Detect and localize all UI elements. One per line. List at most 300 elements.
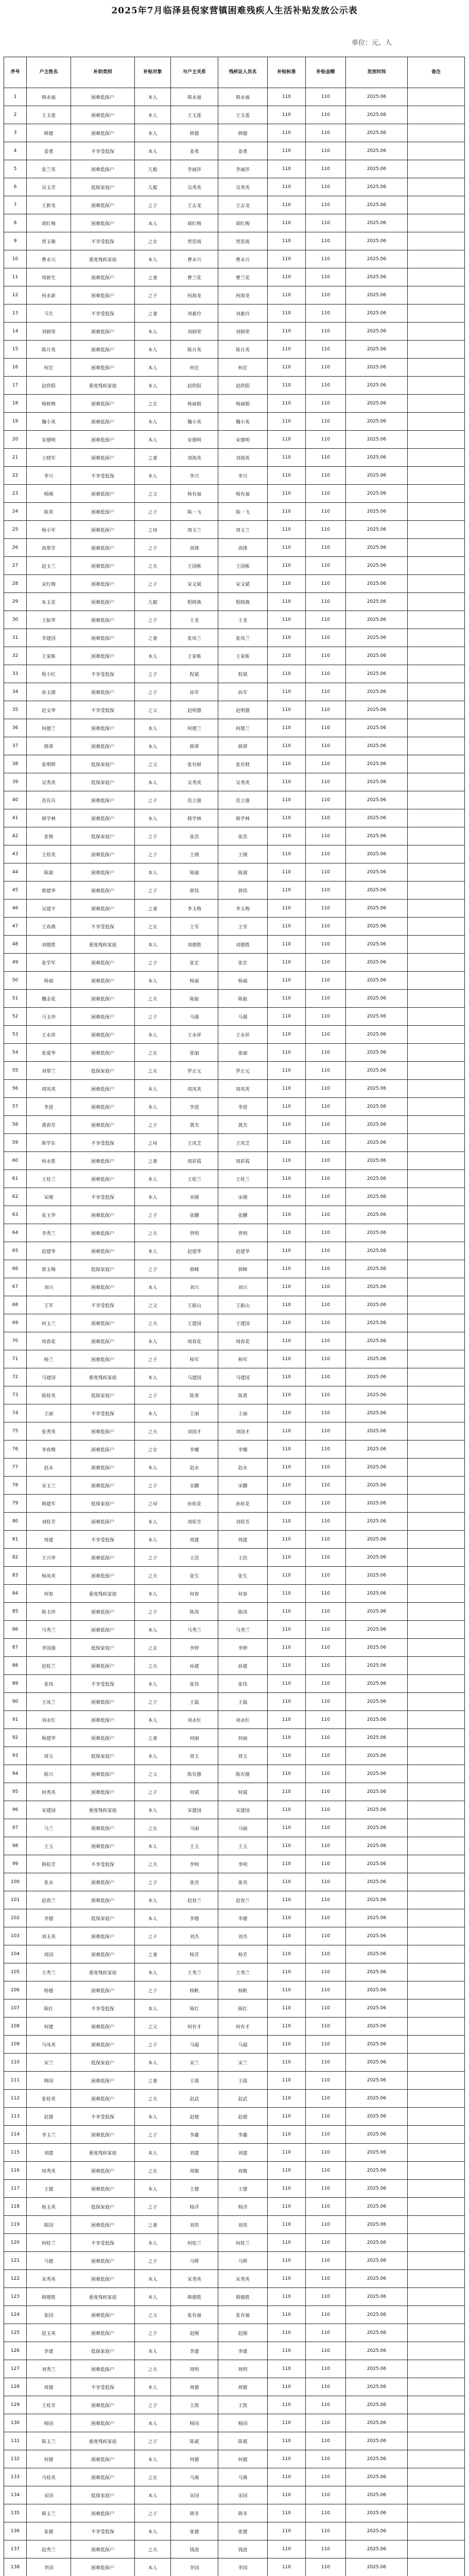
cell-target: 之夫 bbox=[135, 2360, 171, 2378]
cell-amount: 110 bbox=[306, 2090, 346, 2108]
cell-no: 112 bbox=[4, 2090, 27, 2108]
cell-person: 王永祥 bbox=[218, 1026, 268, 1044]
cell-date: 2025.06 bbox=[346, 1350, 408, 1368]
cell-relation: 何桂兰 bbox=[171, 2234, 218, 2252]
cell-amount: 110 bbox=[306, 1513, 346, 1531]
cell-no: 83 bbox=[4, 1567, 27, 1585]
cell-householder: 王凤兰 bbox=[27, 1693, 71, 1711]
cell-category: 困难低保户 bbox=[71, 1044, 135, 1062]
cell-relation: 张浩 bbox=[171, 827, 218, 845]
table-row bbox=[4, 1855, 465, 1873]
cell-standard: 110 bbox=[268, 918, 306, 936]
cell-category: 低保家庭户 bbox=[71, 827, 135, 845]
cell-target: 本人 bbox=[135, 1278, 171, 1296]
cell-standard: 110 bbox=[268, 2378, 306, 2396]
cell-relation: 张丽 bbox=[171, 1044, 218, 1062]
cell-householder: 何秀英 bbox=[27, 1783, 71, 1801]
cell-relation: 马强 bbox=[171, 1008, 218, 1026]
cell-category: 困难低保户 bbox=[71, 1440, 135, 1459]
cell-householder: 何宏 bbox=[27, 359, 71, 377]
cell-category: 困难低保户 bbox=[71, 1206, 135, 1224]
cell-remark bbox=[408, 2342, 465, 2360]
table-row bbox=[4, 1513, 465, 1531]
cell-remark bbox=[408, 701, 465, 719]
cell-householder: 杨德 bbox=[27, 1981, 71, 1999]
cell-remark bbox=[408, 1945, 465, 1963]
cell-date: 2025.06 bbox=[346, 936, 408, 954]
cell-standard: 110 bbox=[268, 323, 306, 341]
cell-no: 18 bbox=[4, 395, 27, 413]
cell-no: 69 bbox=[4, 1314, 27, 1332]
cell-no: 79 bbox=[4, 1495, 27, 1513]
cell-category: 不享受低保 bbox=[71, 1531, 135, 1549]
cell-standard: 110 bbox=[268, 1729, 306, 1747]
table-row bbox=[4, 719, 465, 737]
cell-person: 张宏 bbox=[218, 954, 268, 972]
cell-amount: 110 bbox=[306, 1819, 346, 1837]
cell-category: 困难低保户 bbox=[71, 1224, 135, 1242]
cell-amount: 110 bbox=[306, 2252, 346, 2270]
cell-remark bbox=[408, 485, 465, 503]
cell-amount: 110 bbox=[306, 827, 346, 845]
cell-no: 42 bbox=[4, 827, 27, 845]
cell-date: 2025.06 bbox=[346, 1404, 408, 1422]
cell-standard: 110 bbox=[268, 2072, 306, 2090]
cell-target: 之子 bbox=[135, 1927, 171, 1945]
cell-amount: 110 bbox=[306, 1963, 346, 1981]
table-row bbox=[4, 2522, 465, 2540]
cell-no: 16 bbox=[4, 359, 27, 377]
cell-category: 困难低保户 bbox=[71, 629, 135, 647]
cell-no: 86 bbox=[4, 1621, 27, 1639]
cell-standard: 110 bbox=[268, 485, 306, 503]
table-row bbox=[4, 1837, 465, 1855]
cell-standard: 110 bbox=[268, 1963, 306, 1981]
cell-target: 之子 bbox=[135, 2198, 171, 2216]
cell-relation: 宋文斌 bbox=[171, 575, 218, 593]
table-row bbox=[4, 359, 465, 377]
cell-householder: 张兰英 bbox=[27, 160, 71, 178]
cell-date: 2025.06 bbox=[346, 431, 408, 449]
cell-target: 之妻 bbox=[135, 449, 171, 467]
table-row bbox=[4, 2414, 465, 2432]
cell-category: 重度残疾家庭 bbox=[71, 1368, 135, 1386]
cell-remark bbox=[408, 1981, 465, 1999]
cell-category: 困难低保户 bbox=[71, 1080, 135, 1098]
cell-amount: 110 bbox=[306, 1945, 346, 1963]
cell-amount: 110 bbox=[306, 954, 346, 972]
cell-relation: 周德 bbox=[171, 2378, 218, 2396]
cell-no: 5 bbox=[4, 160, 27, 178]
cell-category: 重度残疾家庭 bbox=[71, 2144, 135, 2162]
table-row bbox=[4, 1350, 465, 1368]
cell-no: 122 bbox=[4, 2270, 27, 2288]
cell-relation: 马建国 bbox=[171, 1368, 218, 1386]
cell-target: 本人 bbox=[135, 1513, 171, 1531]
cell-amount: 110 bbox=[306, 1080, 346, 1098]
cell-relation: 何宏 bbox=[171, 359, 218, 377]
cell-householder: 陈国 bbox=[27, 2216, 71, 2234]
cell-no: 105 bbox=[4, 1963, 27, 1981]
cell-date: 2025.06 bbox=[346, 1206, 408, 1224]
cell-target: 本人 bbox=[135, 1747, 171, 1765]
cell-person: 王刚 bbox=[218, 845, 268, 863]
cell-category: 困难低保户 bbox=[71, 2306, 135, 2324]
cell-standard: 110 bbox=[268, 1477, 306, 1495]
cell-standard: 110 bbox=[268, 575, 306, 593]
table-row bbox=[4, 2234, 465, 2252]
cell-amount: 110 bbox=[306, 863, 346, 882]
cell-category: 困难低保户 bbox=[71, 2396, 135, 2414]
cell-no: 132 bbox=[4, 2450, 27, 2468]
table-row bbox=[4, 1206, 465, 1224]
cell-householder: 马兰 bbox=[27, 1819, 71, 1837]
cell-remark bbox=[408, 936, 465, 954]
cell-remark bbox=[408, 2090, 465, 2108]
cell-no: 68 bbox=[4, 1296, 27, 1314]
cell-category: 困难低保户 bbox=[71, 1891, 135, 1909]
cell-no: 32 bbox=[4, 647, 27, 665]
cell-amount: 110 bbox=[306, 2234, 346, 2252]
cell-standard: 110 bbox=[268, 1981, 306, 1999]
cell-no: 17 bbox=[4, 377, 27, 395]
cell-category: 困难低保户 bbox=[71, 1116, 135, 1134]
cell-target: 之子 bbox=[135, 2396, 171, 2414]
cell-amount: 110 bbox=[306, 611, 346, 629]
cell-target: 之子 bbox=[135, 503, 171, 521]
cell-no: 97 bbox=[4, 1819, 27, 1837]
cell-person: 韩冬 bbox=[218, 2504, 268, 2522]
cell-householder: 马建国 bbox=[27, 1368, 71, 1386]
cell-no: 90 bbox=[4, 1693, 27, 1711]
cell-amount: 110 bbox=[306, 809, 346, 827]
cell-target: 本人 bbox=[135, 809, 171, 827]
cell-standard: 110 bbox=[268, 2432, 306, 2450]
cell-amount: 110 bbox=[306, 1404, 346, 1422]
cell-person: 郭峰 bbox=[218, 1260, 268, 1278]
table-row bbox=[4, 936, 465, 954]
cell-person: 高锋 bbox=[218, 539, 268, 557]
cell-remark bbox=[408, 827, 465, 845]
cell-date: 2025.06 bbox=[346, 124, 408, 142]
cell-category: 困难低保户 bbox=[71, 900, 135, 918]
cell-relation: 李进 bbox=[171, 1098, 218, 1116]
cell-person: 张鹏 bbox=[218, 1206, 268, 1224]
cell-date: 2025.06 bbox=[346, 1044, 408, 1062]
table-row bbox=[4, 918, 465, 936]
cell-no: 72 bbox=[4, 1368, 27, 1386]
table-row bbox=[4, 413, 465, 431]
cell-relation: 魏小英 bbox=[171, 413, 218, 431]
cell-no: 60 bbox=[4, 1152, 27, 1170]
cell-remark bbox=[408, 1513, 465, 1531]
cell-standard: 110 bbox=[268, 1098, 306, 1116]
cell-target: 之夫 bbox=[135, 557, 171, 575]
cell-target: 本人 bbox=[135, 323, 171, 341]
cell-target: 本人 bbox=[135, 341, 171, 359]
cell-householder: 郭玉梅 bbox=[27, 1260, 71, 1278]
cell-standard: 110 bbox=[268, 2468, 306, 2486]
cell-category: 困难低保户 bbox=[71, 503, 135, 521]
cell-householder: 孙玉德 bbox=[27, 683, 71, 701]
cell-standard: 110 bbox=[268, 2486, 306, 2504]
cell-no: 30 bbox=[4, 611, 27, 629]
cell-relation: 宋鹏 bbox=[171, 1477, 218, 1495]
cell-standard: 110 bbox=[268, 1891, 306, 1909]
cell-remark bbox=[408, 1549, 465, 1567]
cell-date: 2025.06 bbox=[346, 1873, 408, 1891]
cell-person: 王丽 bbox=[218, 1404, 268, 1422]
cell-relation: 刘建 bbox=[171, 2144, 218, 2162]
cell-target: 本人 bbox=[135, 377, 171, 395]
unit-label: 单位：元、人 bbox=[351, 39, 392, 47]
cell-householder: 刘兴 bbox=[27, 1278, 71, 1296]
cell-householder: 杨国 bbox=[27, 2414, 71, 2432]
cell-remark bbox=[408, 809, 465, 827]
cell-person: 刘德胜 bbox=[218, 936, 268, 954]
cell-relation: 陈涛 bbox=[171, 1603, 218, 1621]
cell-date: 2025.06 bbox=[346, 1134, 408, 1152]
cell-no: 58 bbox=[4, 1116, 27, 1134]
cell-no: 28 bbox=[4, 575, 27, 593]
cell-no: 128 bbox=[4, 2378, 27, 2396]
cell-category: 低保家庭户 bbox=[71, 773, 135, 791]
cell-person: 周明 bbox=[218, 2360, 268, 2378]
cell-no: 3 bbox=[4, 124, 27, 142]
cell-no: 7 bbox=[4, 196, 27, 214]
cell-target: 本人 bbox=[135, 1801, 171, 1819]
cell-amount: 110 bbox=[306, 521, 346, 539]
cell-target: 之妻 bbox=[135, 900, 171, 918]
cell-remark bbox=[408, 1837, 465, 1855]
cell-target: 之父 bbox=[135, 2018, 171, 2036]
cell-householder: 杨福 bbox=[27, 972, 71, 990]
cell-target: 本人 bbox=[135, 1711, 171, 1729]
cell-category: 困难低保户 bbox=[71, 2468, 135, 2486]
cell-no: 130 bbox=[4, 2414, 27, 2432]
cell-date: 2025.06 bbox=[346, 1927, 408, 1945]
table-row bbox=[4, 1296, 465, 1314]
cell-category: 困难低保户 bbox=[71, 1981, 135, 1999]
cell-amount: 110 bbox=[306, 791, 346, 809]
cell-category: 困难低保户 bbox=[71, 845, 135, 863]
cell-householder: 赵永 bbox=[27, 1459, 71, 1477]
cell-date: 2025.06 bbox=[346, 1999, 408, 2018]
cell-householder: 马凤英 bbox=[27, 2036, 71, 2054]
cell-householder: 王玉 bbox=[27, 1837, 71, 1855]
cell-amount: 110 bbox=[306, 683, 346, 701]
cell-householder: 吴建平 bbox=[27, 900, 71, 918]
cell-householder: 杨兰 bbox=[27, 1350, 71, 1368]
cell-category: 困难低保户 bbox=[71, 1945, 135, 1963]
cell-date: 2025.06 bbox=[346, 395, 408, 413]
cell-householder: 张秀英 bbox=[27, 1422, 71, 1440]
cell-category: 困难低保户 bbox=[71, 2324, 135, 2342]
cell-no: 111 bbox=[4, 2072, 27, 2090]
cell-category: 困难低保户 bbox=[71, 1765, 135, 1783]
cell-householder: 吴玉芳 bbox=[27, 178, 71, 196]
cell-person: 杨军 bbox=[218, 1350, 268, 1368]
table-row bbox=[4, 1386, 465, 1404]
cell-remark bbox=[408, 1891, 465, 1909]
cell-amount: 110 bbox=[306, 629, 346, 647]
cell-category: 困难低保户 bbox=[71, 1098, 135, 1116]
cell-no: 125 bbox=[4, 2324, 27, 2342]
cell-relation: 陈振 bbox=[171, 990, 218, 1008]
cell-no: 91 bbox=[4, 1711, 27, 1729]
cell-standard: 110 bbox=[268, 2558, 306, 2576]
cell-category: 困难低保户 bbox=[71, 1350, 135, 1368]
cell-person: 王龙 bbox=[218, 611, 268, 629]
cell-relation: 王雪 bbox=[171, 918, 218, 936]
cell-relation: 宋德明 bbox=[171, 431, 218, 449]
cell-householder: 王德 bbox=[27, 2180, 71, 2198]
cell-no: 137 bbox=[4, 2540, 27, 2558]
cell-relation: 陈淑 bbox=[171, 863, 218, 882]
cell-target: 本人 bbox=[135, 1459, 171, 1477]
cell-standard: 110 bbox=[268, 629, 306, 647]
cell-target: 之子 bbox=[135, 575, 171, 593]
cell-amount: 110 bbox=[306, 2468, 346, 2486]
table-row bbox=[4, 1404, 465, 1422]
cell-standard: 110 bbox=[268, 1855, 306, 1873]
cell-category: 困难低保户 bbox=[71, 124, 135, 142]
cell-standard: 110 bbox=[268, 1368, 306, 1386]
cell-category: 困难低保户 bbox=[71, 2540, 135, 2558]
cell-amount: 110 bbox=[306, 1459, 346, 1477]
cell-no: 89 bbox=[4, 1675, 27, 1693]
cell-no: 75 bbox=[4, 1422, 27, 1440]
cell-amount: 110 bbox=[306, 341, 346, 359]
cell-householder: 程小红 bbox=[27, 665, 71, 683]
cell-standard: 110 bbox=[268, 2396, 306, 2414]
cell-date: 2025.06 bbox=[346, 503, 408, 521]
cell-relation: 赵明德 bbox=[171, 701, 218, 719]
cell-householder: 陈红 bbox=[27, 1999, 71, 2018]
cell-no: 14 bbox=[4, 323, 27, 341]
cell-person: 李国 bbox=[218, 2558, 268, 2576]
table-row bbox=[4, 773, 465, 791]
cell-category: 困难低保户 bbox=[71, 2360, 135, 2378]
cell-person: 宋刚 bbox=[218, 1188, 268, 1206]
cell-category: 不享受低保 bbox=[71, 304, 135, 323]
cell-relation: 李明 bbox=[171, 1855, 218, 1873]
cell-category: 困难低保户 bbox=[71, 1819, 135, 1837]
cell-remark bbox=[408, 377, 465, 395]
cell-date: 2025.06 bbox=[346, 900, 408, 918]
cell-person: 杨芳 bbox=[218, 1945, 268, 1963]
cell-amount: 110 bbox=[306, 88, 346, 106]
cell-remark bbox=[408, 232, 465, 250]
cell-person: 李兴 bbox=[218, 467, 268, 485]
cell-person: 刘素玲 bbox=[218, 304, 268, 323]
cell-target: 之夫 bbox=[135, 2540, 171, 2558]
cell-amount: 110 bbox=[306, 196, 346, 214]
cell-relation: 马秀兰 bbox=[171, 1621, 218, 1639]
cell-category: 困难低保户 bbox=[71, 2090, 135, 2108]
cell-person: 贾明 bbox=[218, 1224, 268, 1242]
cell-remark bbox=[408, 2306, 465, 2324]
cell-relation: 李国 bbox=[171, 2558, 218, 2576]
cell-remark bbox=[408, 990, 465, 1008]
cell-person: 陈月英 bbox=[218, 341, 268, 359]
cell-no: 67 bbox=[4, 1278, 27, 1296]
cell-householder: 韩翠 bbox=[27, 737, 71, 755]
cell-relation: 王永祥 bbox=[171, 1026, 218, 1044]
cell-target: 本人 bbox=[135, 1080, 171, 1098]
cell-remark bbox=[408, 1693, 465, 1711]
cell-target: 之女 bbox=[135, 232, 171, 250]
cell-standard: 110 bbox=[268, 1765, 306, 1783]
cell-category: 困难低保户 bbox=[71, 2558, 135, 2576]
cell-standard: 110 bbox=[268, 2270, 306, 2288]
cell-standard: 110 bbox=[268, 1531, 306, 1549]
cell-relation: 马燕 bbox=[171, 2468, 218, 2486]
cell-category: 困难低保户 bbox=[71, 1332, 135, 1350]
cell-date: 2025.06 bbox=[346, 232, 408, 250]
cell-date: 2025.06 bbox=[346, 2486, 408, 2504]
cell-remark bbox=[408, 1963, 465, 1981]
cell-person: 赵明德 bbox=[218, 701, 268, 719]
cell-remark bbox=[408, 1657, 465, 1675]
cell-category: 不享受低保 bbox=[71, 467, 135, 485]
cell-amount: 110 bbox=[306, 1008, 346, 1026]
table-row bbox=[4, 106, 465, 124]
cell-householder: 张德 bbox=[27, 2522, 71, 2540]
cell-category: 困难低保户 bbox=[71, 341, 135, 359]
table-header-row bbox=[4, 57, 465, 88]
cell-no: 9 bbox=[4, 232, 27, 250]
cell-standard: 110 bbox=[268, 413, 306, 431]
cell-amount: 110 bbox=[306, 1765, 346, 1783]
cell-date: 2025.06 bbox=[346, 196, 408, 214]
cell-target: 之女 bbox=[135, 1819, 171, 1837]
cell-date: 2025.06 bbox=[346, 557, 408, 575]
cell-person: 王建国 bbox=[218, 1314, 268, 1332]
cell-no: 54 bbox=[4, 1044, 27, 1062]
cell-standard: 110 bbox=[268, 196, 306, 214]
cell-relation: 陈红 bbox=[171, 1999, 218, 2018]
cell-remark bbox=[408, 286, 465, 304]
cell-category: 困难低保户 bbox=[71, 323, 135, 341]
cell-relation: 陈勇 bbox=[171, 1386, 218, 1404]
cell-person: 宋建国 bbox=[218, 1801, 268, 1819]
cell-remark bbox=[408, 1747, 465, 1765]
cell-target: 之夫 bbox=[135, 1422, 171, 1440]
cell-remark bbox=[408, 2378, 465, 2396]
cell-remark bbox=[408, 1927, 465, 1945]
cell-category: 重度残疾家庭 bbox=[71, 2432, 135, 2450]
cell-standard: 110 bbox=[268, 665, 306, 683]
cell-standard: 110 bbox=[268, 1404, 306, 1422]
cell-remark bbox=[408, 954, 465, 972]
cell-standard: 110 bbox=[268, 2126, 306, 2144]
table-row bbox=[4, 1909, 465, 1927]
cell-amount: 110 bbox=[306, 1477, 346, 1495]
cell-householder: 韩桂芳 bbox=[27, 1855, 71, 1873]
cell-category: 不享受低保 bbox=[71, 1188, 135, 1206]
cell-householder: 赵德 bbox=[27, 2108, 71, 2126]
cell-category: 不享受低保 bbox=[71, 2378, 135, 2396]
cell-relation: 杨福 bbox=[171, 972, 218, 990]
cell-date: 2025.06 bbox=[346, 737, 408, 755]
cell-person: 张凤兰 bbox=[218, 629, 268, 647]
cell-date: 2025.06 bbox=[346, 1459, 408, 1477]
cell-amount: 110 bbox=[306, 665, 346, 683]
cell-date: 2025.06 bbox=[346, 1026, 408, 1044]
cell-relation: 孙军 bbox=[171, 683, 218, 701]
cell-householder: 杨玉英 bbox=[27, 2198, 71, 2216]
